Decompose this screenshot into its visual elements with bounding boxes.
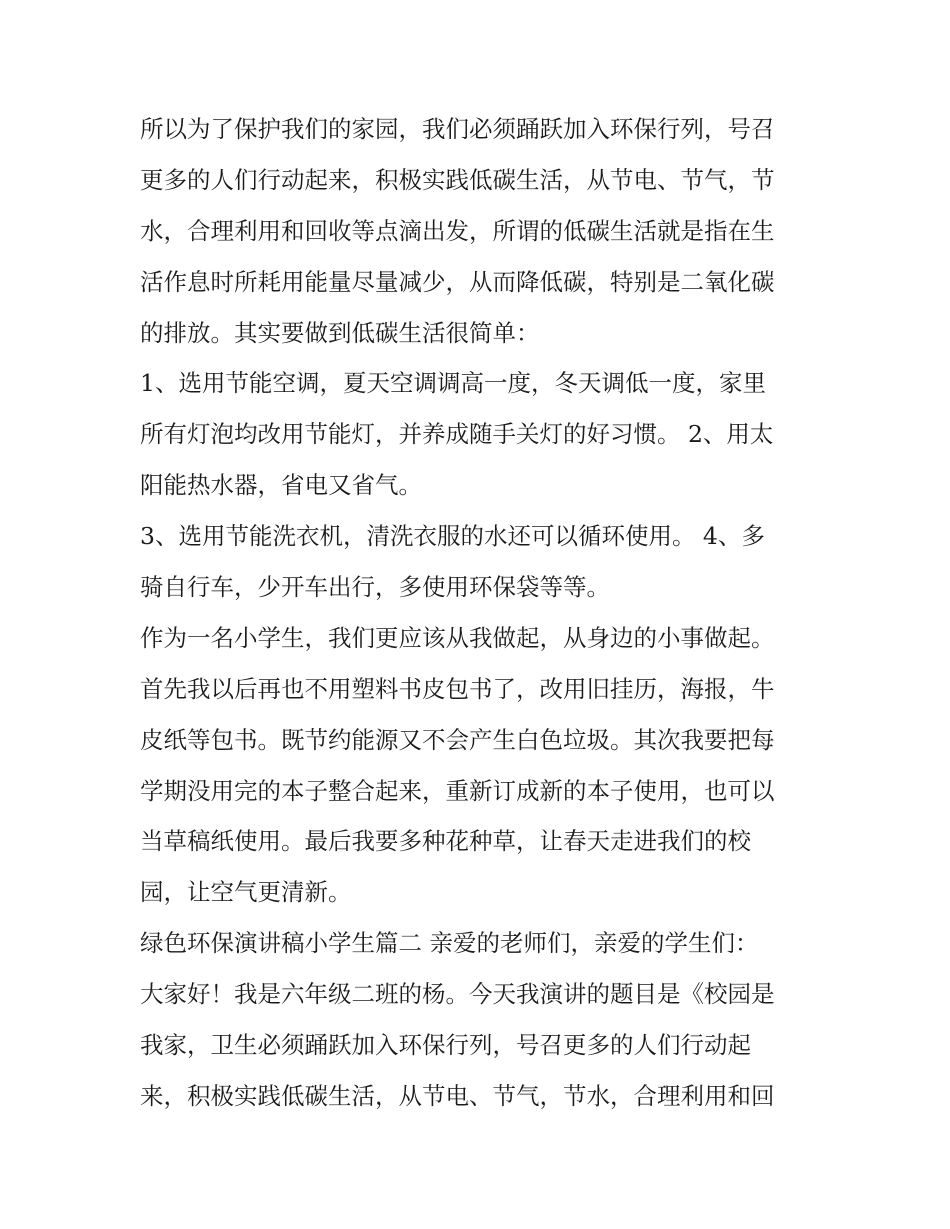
text-line: 绿色环保演讲稿小学生篇二 亲爱的老师们，亲爱的学生们： — [140, 929, 759, 958]
text-line: 当草稿纸使用。最后我要多种花种草，让春天走进我们的校 — [140, 827, 751, 856]
body-text — [140, 104, 830, 1122]
text-line: 水，合理利用和回收等点滴出发，所谓的低碳生活就是指在生 — [140, 216, 775, 245]
text-line: 学期没用完的本子整合起来，重新订成新的本子使用，也可以 — [140, 776, 775, 805]
text-line: 骑自行车，少开车出行，多使用环保袋等等。 — [140, 573, 610, 602]
text-line: 的排放。其实要做到低碳生活很简单： — [140, 318, 540, 347]
text-line: 所有灯泡均改用节能灯，并养成随手关灯的好习惯。 2、用太 — [140, 420, 774, 449]
text-line: 园，让空气更清新。 — [140, 878, 352, 907]
text-line: 大家好！我是六年级二班的杨。今天我演讲的题目是《校园是 — [140, 980, 775, 1009]
text-line: 首先我以后再也不用塑料书皮包书了，改用旧挂历，海报，牛 — [140, 674, 775, 703]
text-line: 活作息时所耗用能量尽量减少，从而降低碳，特别是二氧化碳 — [140, 267, 775, 296]
text-line: 皮纸等包书。既节约能源又不会产生白色垃圾。其次我要把每 — [140, 725, 775, 754]
text-line: 阳能热水器，省电又省气。 — [140, 471, 422, 500]
text-line: 更多的人们行动起来，积极实践低碳生活，从节电、节气，节 — [140, 165, 775, 194]
text-line: 所以为了保护我们的家园，我们必须踊跃加入环保行列，号召 — [140, 115, 775, 143]
text-line: 3、选用节能洗衣机，清洗衣服的水还可以循环使用。 4、多 — [140, 522, 765, 551]
text-line: 1、选用节能空调，夏天空调调高一度，冬天调低一度，家里 — [140, 369, 766, 398]
text-line: 作为一名小学生，我们更应该从我做起，从身边的小事做起。 — [140, 623, 775, 652]
text-line: 我家，卫生必须踊跃加入环保行列，号召更多的人们行动起 — [140, 1031, 751, 1060]
text-line: 来，积极实践低碳生活，从节电、节气，节水，合理利用和回 — [140, 1081, 775, 1110]
